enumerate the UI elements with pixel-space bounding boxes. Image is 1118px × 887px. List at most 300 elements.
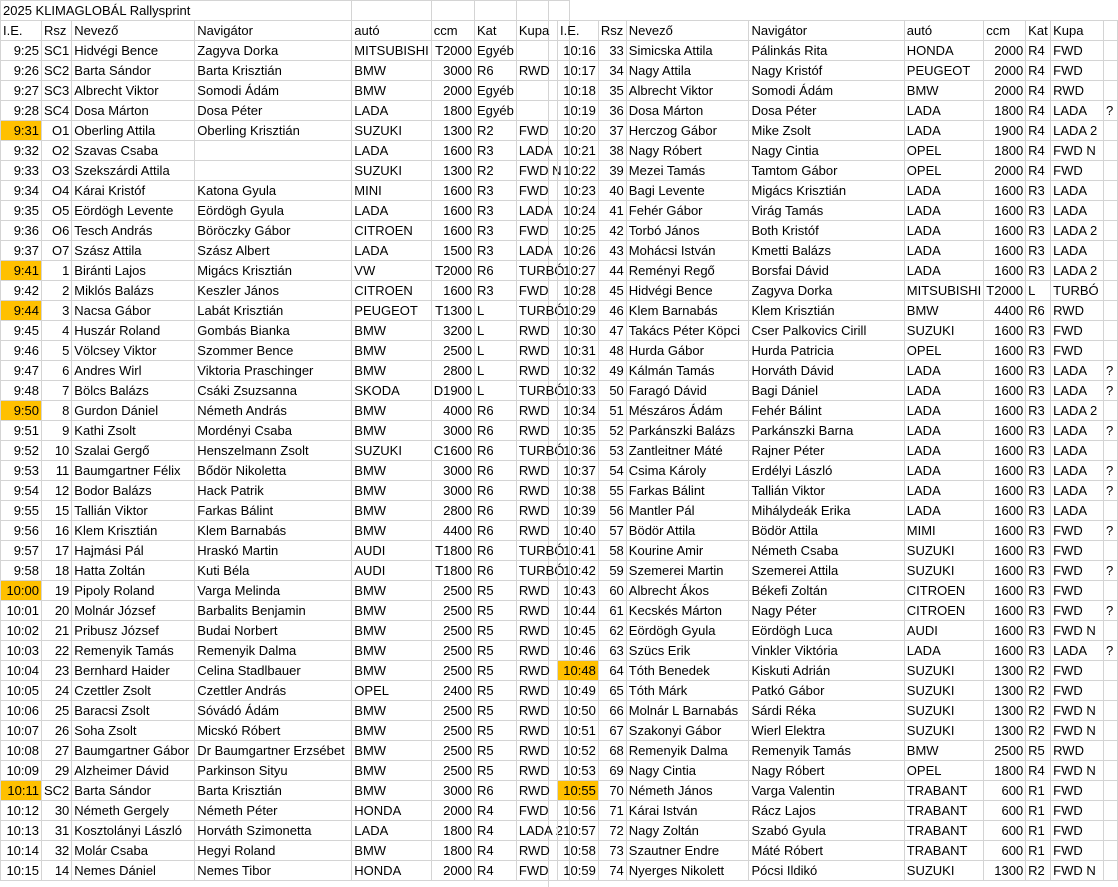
header-auto[interactable]: autó (904, 21, 983, 41)
cell-driver[interactable]: Szemerei Martin (626, 561, 749, 581)
cell-navigator[interactable]: Farkas Bálint (195, 501, 352, 521)
cell-car[interactable]: SUZUKI (352, 441, 431, 461)
cell-cup[interactable]: LADA (1051, 241, 1104, 261)
cell-navigator[interactable]: Kiskuti Adrián (749, 661, 904, 681)
cell-navigator[interactable]: Katona Gyula (195, 181, 352, 201)
cell-start-number[interactable]: 50 (598, 381, 626, 401)
cell-start-time[interactable]: 9:53 (1, 461, 42, 481)
cell-class[interactable]: R6 (475, 561, 517, 581)
cell-cup[interactable]: FWD (1051, 61, 1104, 81)
cell-start-time[interactable]: 9:25 (1, 41, 42, 61)
cell-navigator[interactable]: Pócsi Ildikó (749, 861, 904, 881)
cell-navigator[interactable]: Labát Krisztián (195, 301, 352, 321)
cell-ccm[interactable]: 1600 (984, 621, 1026, 641)
cell-cup[interactable]: LADA (516, 241, 569, 261)
cell-note[interactable] (1104, 401, 1118, 421)
cell-driver[interactable]: Hurda Gábor (626, 341, 749, 361)
cell-start-number[interactable]: 3 (42, 301, 72, 321)
cell-start-time[interactable]: 10:34 (558, 401, 599, 421)
cell-note[interactable] (1104, 801, 1118, 821)
cell-start-time[interactable]: 10:01 (1, 601, 42, 621)
cell-cup[interactable]: FWD (1051, 541, 1104, 561)
cell-class[interactable]: R3 (1026, 181, 1051, 201)
cell-start-time[interactable]: 10:26 (558, 241, 599, 261)
cell-start-number[interactable]: 51 (598, 401, 626, 421)
cell-navigator[interactable]: Somodi Ádám (749, 81, 904, 101)
cell-car[interactable]: AUDI (904, 621, 983, 641)
cell-ccm[interactable]: 4400 (431, 521, 474, 541)
cell-navigator[interactable]: Bagi Dániel (749, 381, 904, 401)
cell-start-time[interactable]: 10:28 (558, 281, 599, 301)
cell-driver[interactable]: Mészáros Ádám (626, 401, 749, 421)
cell-car[interactable]: SUZUKI (904, 661, 983, 681)
cell-navigator[interactable]: Nagy Róbert (749, 761, 904, 781)
cell-car[interactable]: BMW (352, 701, 431, 721)
cell-start-time[interactable]: 10:20 (558, 121, 599, 141)
cell-driver[interactable]: Albrecht Ákos (626, 581, 749, 601)
cell-start-time[interactable]: 10:00 (1, 581, 42, 601)
cell-ccm[interactable]: 1600 (984, 321, 1026, 341)
cell-start-number[interactable]: 42 (598, 221, 626, 241)
cell-ccm[interactable]: 2500 (984, 741, 1026, 761)
cell-car[interactable]: SUZUKI (352, 121, 431, 141)
cell-car[interactable]: LADA (904, 221, 983, 241)
cell-car[interactable]: SUZUKI (904, 721, 983, 741)
cell-ccm[interactable]: 1600 (431, 281, 474, 301)
cell-start-number[interactable]: 25 (42, 701, 72, 721)
cell-car[interactable]: SKODA (352, 381, 431, 401)
cell-car[interactable]: MIMI (904, 521, 983, 541)
cell-start-time[interactable]: 10:25 (558, 221, 599, 241)
cell-car[interactable]: TRABANT (904, 801, 983, 821)
cell-start-number[interactable]: SC2 (42, 61, 72, 81)
cell-note[interactable] (1104, 341, 1118, 361)
cell-start-time[interactable]: 10:23 (558, 181, 599, 201)
cell-driver[interactable]: Völcsey Viktor (72, 341, 195, 361)
cell-driver[interactable]: Szavas Csaba (72, 141, 195, 161)
cell-cup[interactable]: FWD (1051, 821, 1104, 841)
cell-navigator[interactable]: Migács Krisztián (749, 181, 904, 201)
cell-navigator[interactable]: Migács Krisztián (195, 261, 352, 281)
cell-class[interactable]: R6 (475, 401, 517, 421)
cell-car[interactable]: CITROEN (352, 221, 431, 241)
cell-car[interactable]: LADA (904, 481, 983, 501)
cell-navigator[interactable]: Eördögh Luca (749, 621, 904, 641)
cell-cup[interactable]: RWD (516, 601, 569, 621)
cell-ccm[interactable]: 2800 (431, 361, 474, 381)
cell-cup[interactable]: FWD (516, 121, 569, 141)
cell-cup[interactable]: FWD N (1051, 861, 1104, 881)
cell-navigator[interactable]: Németh Csaba (749, 541, 904, 561)
cell-note[interactable] (1104, 61, 1118, 81)
cell-cup[interactable]: RWD (516, 661, 569, 681)
cell-start-time[interactable]: 9:47 (1, 361, 42, 381)
cell-navigator[interactable]: Zagyva Dorka (195, 41, 352, 61)
cell-start-number[interactable]: 18 (42, 561, 72, 581)
cell-cup[interactable]: RWD (516, 701, 569, 721)
cell-ccm[interactable]: 1300 (984, 661, 1026, 681)
cell-start-time[interactable]: 10:15 (1, 861, 42, 881)
cell-class[interactable]: Egyéb (475, 41, 517, 61)
cell-navigator[interactable]: Horváth Dávid (749, 361, 904, 381)
cell-start-number[interactable]: 8 (42, 401, 72, 421)
cell-ccm[interactable]: 1600 (984, 541, 1026, 561)
cell-driver[interactable]: Szász Attila (72, 241, 195, 261)
cell-class[interactable]: R3 (1026, 421, 1051, 441)
cell-driver[interactable]: Nagy Attila (626, 61, 749, 81)
cell-driver[interactable]: Pribusz József (72, 621, 195, 641)
cell-driver[interactable]: Bernhard Haider (72, 661, 195, 681)
cell-cup[interactable]: LADA 2 (1051, 261, 1104, 281)
cell-navigator[interactable]: Celina Stadlbauer (195, 661, 352, 681)
cell-start-number[interactable]: 44 (598, 261, 626, 281)
cell-start-number[interactable]: 49 (598, 361, 626, 381)
cell-ccm[interactable]: 1600 (984, 241, 1026, 261)
cell-start-number[interactable]: SC2 (42, 781, 72, 801)
sheet-title[interactable]: 2025 KLIMAGLOBÁL Rallysprint (1, 1, 352, 21)
cell-cup[interactable]: RWD (516, 321, 569, 341)
cell-navigator[interactable]: Patkó Gábor (749, 681, 904, 701)
cell-class[interactable]: R3 (475, 141, 517, 161)
cell-ccm[interactable]: 1600 (984, 421, 1026, 441)
cell-ccm[interactable]: 3000 (431, 481, 474, 501)
cell-driver[interactable]: Hajmási Pál (72, 541, 195, 561)
cell-start-number[interactable]: 43 (598, 241, 626, 261)
cell-car[interactable]: LADA (352, 101, 431, 121)
cell-ccm[interactable]: 1800 (431, 841, 474, 861)
cell-ccm[interactable]: 1600 (984, 261, 1026, 281)
cell-class[interactable]: R4 (1026, 81, 1051, 101)
cell-note[interactable] (1104, 181, 1118, 201)
cell-start-number[interactable]: 71 (598, 801, 626, 821)
cell-driver[interactable]: Nagy Zoltán (626, 821, 749, 841)
cell-start-number[interactable]: O6 (42, 221, 72, 241)
cell-cup[interactable]: FWD (1051, 521, 1104, 541)
cell-start-number[interactable]: SC4 (42, 101, 72, 121)
cell-start-number[interactable]: 14 (42, 861, 72, 881)
cell-driver[interactable]: Mezei Tamás (626, 161, 749, 181)
cell-ccm[interactable]: T1800 (431, 561, 474, 581)
cell-class[interactable]: R6 (475, 781, 517, 801)
cell-navigator[interactable]: Varga Melinda (195, 581, 352, 601)
cell-class[interactable]: R6 (475, 481, 517, 501)
cell-car[interactable]: LADA (352, 201, 431, 221)
cell-note[interactable] (1104, 581, 1118, 601)
header-navigator[interactable]: Navigátor (195, 21, 352, 41)
cell-navigator[interactable]: Mihálydeák Erika (749, 501, 904, 521)
cell-class[interactable]: R3 (1026, 241, 1051, 261)
cell-cup[interactable]: LADA (1051, 101, 1104, 121)
cell-start-time[interactable]: 9:41 (1, 261, 42, 281)
cell-cup[interactable]: RWD (516, 621, 569, 641)
cell-start-time[interactable]: 10:35 (558, 421, 599, 441)
cell-navigator[interactable]: Dr Baumgartner Erzsébet (195, 741, 352, 761)
cell-ccm[interactable]: 3200 (431, 321, 474, 341)
cell-start-time[interactable]: 10:58 (558, 841, 599, 861)
cell-ccm[interactable]: 1600 (984, 441, 1026, 461)
cell-class[interactable]: R3 (1026, 261, 1051, 281)
cell-start-number[interactable]: 48 (598, 341, 626, 361)
cell-start-number[interactable]: 35 (598, 81, 626, 101)
cell-ccm[interactable]: 1600 (984, 521, 1026, 541)
cell-navigator[interactable]: Szász Albert (195, 241, 352, 261)
cell-navigator[interactable]: Hurda Patricia (749, 341, 904, 361)
cell-driver[interactable]: Nemes Dániel (72, 861, 195, 881)
cell-class[interactable]: R5 (475, 661, 517, 681)
cell-start-number[interactable]: O1 (42, 121, 72, 141)
cell-note[interactable] (1104, 321, 1118, 341)
cell-class[interactable]: Egyéb (475, 81, 517, 101)
cell-class[interactable]: R3 (1026, 381, 1051, 401)
cell-cup[interactable]: FWD (1051, 781, 1104, 801)
cell-navigator[interactable]: Bödör Attila (749, 521, 904, 541)
cell-navigator[interactable]: Kmetti Balázs (749, 241, 904, 261)
cell-start-time[interactable]: 10:11 (1, 781, 42, 801)
cell-note[interactable] (1104, 141, 1118, 161)
cell-cup[interactable]: RWD (516, 641, 569, 661)
cell-start-time[interactable]: 10:30 (558, 321, 599, 341)
cell-navigator[interactable]: Both Kristóf (749, 221, 904, 241)
cell-navigator[interactable] (195, 141, 352, 161)
cell-cup[interactable]: LADA 2 (516, 821, 569, 841)
cell-start-time[interactable]: 10:56 (558, 801, 599, 821)
cell-navigator[interactable]: Nagy Cintia (749, 141, 904, 161)
cell-class[interactable]: R2 (1026, 721, 1051, 741)
cell-cup[interactable]: LADA 2 (1051, 401, 1104, 421)
cell-car[interactable]: BMW (352, 601, 431, 621)
cell-driver[interactable]: Klem Barnabás (626, 301, 749, 321)
cell-driver[interactable]: Barta Sándor (72, 61, 195, 81)
table-cell[interactable] (516, 1, 569, 21)
cell-start-time[interactable]: 9:57 (1, 541, 42, 561)
cell-navigator[interactable]: Sárdi Réka (749, 701, 904, 721)
cell-navigator[interactable]: Fehér Bálint (749, 401, 904, 421)
cell-driver[interactable]: Nagy Róbert (626, 141, 749, 161)
cell-driver[interactable]: Farkas Bálint (626, 481, 749, 501)
cell-start-time[interactable]: 10:17 (558, 61, 599, 81)
cell-driver[interactable]: Nacsa Gábor (72, 301, 195, 321)
cell-car[interactable]: LADA (904, 641, 983, 661)
cell-driver[interactable]: Klem Krisztián (72, 521, 195, 541)
cell-cup[interactable]: LADA (1051, 201, 1104, 221)
cell-driver[interactable]: Tóth Benedek (626, 661, 749, 681)
cell-navigator[interactable]: Parkánszki Barna (749, 421, 904, 441)
cell-car[interactable]: BMW (352, 481, 431, 501)
cell-start-time[interactable]: 10:03 (1, 641, 42, 661)
cell-cup[interactable]: LADA (1051, 361, 1104, 381)
cell-driver[interactable]: Molnár József (72, 601, 195, 621)
cell-start-number[interactable]: 19 (42, 581, 72, 601)
cell-car[interactable]: TRABANT (904, 821, 983, 841)
cell-car[interactable]: BMW (352, 341, 431, 361)
cell-cup[interactable]: FWD N (1051, 621, 1104, 641)
cell-class[interactable]: R1 (1026, 821, 1051, 841)
cell-start-number[interactable]: 74 (598, 861, 626, 881)
cell-class[interactable]: R3 (1026, 481, 1051, 501)
cell-ccm[interactable]: 1600 (984, 561, 1026, 581)
cell-cup[interactable]: RWD (516, 501, 569, 521)
cell-note[interactable] (1104, 201, 1118, 221)
cell-start-number[interactable]: 73 (598, 841, 626, 861)
cell-start-number[interactable]: 7 (42, 381, 72, 401)
cell-navigator[interactable]: Virág Tamás (749, 201, 904, 221)
cell-car[interactable]: MINI (352, 181, 431, 201)
cell-start-time[interactable]: 9:28 (1, 101, 42, 121)
cell-start-time[interactable]: 9:56 (1, 521, 42, 541)
cell-start-time[interactable]: 10:49 (558, 681, 599, 701)
cell-cup[interactable]: FWD (1051, 601, 1104, 621)
cell-ccm[interactable]: 4000 (431, 401, 474, 421)
cell-ccm[interactable]: 1600 (984, 601, 1026, 621)
cell-start-number[interactable]: 65 (598, 681, 626, 701)
cell-cup[interactable]: RWD (516, 421, 569, 441)
header-kat[interactable]: Kat (475, 21, 517, 41)
cell-navigator[interactable]: Dosa Péter (195, 101, 352, 121)
cell-note[interactable]: ? (1104, 481, 1118, 501)
cell-note[interactable] (1104, 261, 1118, 281)
cell-navigator[interactable]: Nagy Péter (749, 601, 904, 621)
table-cell[interactable] (475, 1, 517, 21)
cell-note[interactable] (1104, 121, 1118, 141)
cell-ccm[interactable]: 1300 (431, 121, 474, 141)
cell-driver[interactable]: Szakonyi Gábor (626, 721, 749, 741)
cell-driver[interactable]: Oberling Attila (72, 121, 195, 141)
cell-driver[interactable]: Herczog Gábor (626, 121, 749, 141)
cell-cup[interactable]: RWD (1051, 301, 1104, 321)
cell-start-time[interactable]: 9:54 (1, 481, 42, 501)
cell-driver[interactable]: Soha Zsolt (72, 721, 195, 741)
cell-start-time[interactable]: 10:52 (558, 741, 599, 761)
cell-class[interactable]: R2 (1026, 661, 1051, 681)
cell-driver[interactable]: Remenyik Tamás (72, 641, 195, 661)
cell-start-number[interactable]: SC3 (42, 81, 72, 101)
cell-driver[interactable]: Hidvégi Bence (72, 41, 195, 61)
cell-car[interactable]: AUDI (352, 541, 431, 561)
cell-navigator[interactable]: Horváth Szimonetta (195, 821, 352, 841)
cell-cup[interactable]: TURBÓ (516, 381, 569, 401)
cell-driver[interactable]: Albrecht Viktor (72, 81, 195, 101)
cell-start-time[interactable]: 10:41 (558, 541, 599, 561)
cell-car[interactable]: HONDA (352, 801, 431, 821)
cell-start-time[interactable]: 9:51 (1, 421, 42, 441)
cell-start-time[interactable]: 9:48 (1, 381, 42, 401)
cell-navigator[interactable]: Pálinkás Rita (749, 41, 904, 61)
cell-driver[interactable]: Fehér Gábor (626, 201, 749, 221)
cell-class[interactable]: R2 (475, 121, 517, 141)
cell-cup[interactable]: LADA 2 (1051, 121, 1104, 141)
cell-ccm[interactable]: 1600 (431, 181, 474, 201)
cell-car[interactable]: BMW (352, 501, 431, 521)
cell-car[interactable]: HONDA (904, 41, 983, 61)
cell-note[interactable]: ? (1104, 561, 1118, 581)
cell-start-number[interactable]: 45 (598, 281, 626, 301)
cell-driver[interactable]: Kárai Kristóf (72, 181, 195, 201)
cell-class[interactable]: R4 (475, 861, 517, 881)
cell-driver[interactable]: Szekszárdi Attila (72, 161, 195, 181)
cell-start-number[interactable]: 27 (42, 741, 72, 761)
cell-start-time[interactable]: 10:37 (558, 461, 599, 481)
cell-driver[interactable]: Németh Gergely (72, 801, 195, 821)
cell-driver[interactable]: Zantleitner Máté (626, 441, 749, 461)
cell-driver[interactable]: Kálmán Tamás (626, 361, 749, 381)
cell-start-number[interactable]: 64 (598, 661, 626, 681)
cell-ccm[interactable]: 1300 (431, 161, 474, 181)
cell-class[interactable]: R3 (1026, 321, 1051, 341)
cell-car[interactable]: SUZUKI (904, 701, 983, 721)
cell-car[interactable]: SUZUKI (352, 161, 431, 181)
cell-car[interactable]: LADA (352, 821, 431, 841)
cell-cup[interactable]: FWD (516, 221, 569, 241)
cell-car[interactable]: VW (352, 261, 431, 281)
cell-class[interactable]: R1 (1026, 781, 1051, 801)
cell-class[interactable]: R6 (475, 421, 517, 441)
cell-start-number[interactable]: 15 (42, 501, 72, 521)
cell-ccm[interactable]: 600 (984, 801, 1026, 821)
cell-start-number[interactable]: O5 (42, 201, 72, 221)
cell-car[interactable]: BMW (352, 661, 431, 681)
cell-ccm[interactable]: 1600 (984, 381, 1026, 401)
cell-note[interactable] (1104, 501, 1118, 521)
cell-ccm[interactable]: 1600 (431, 201, 474, 221)
cell-car[interactable]: MITSUBISHI (352, 41, 431, 61)
cell-start-number[interactable]: 2 (42, 281, 72, 301)
cell-navigator[interactable]: Barta Krisztián (195, 61, 352, 81)
cell-start-time[interactable]: 10:38 (558, 481, 599, 501)
cell-class[interactable]: R5 (475, 721, 517, 741)
cell-ccm[interactable]: 2000 (431, 801, 474, 821)
cell-class[interactable]: R3 (1026, 581, 1051, 601)
cell-class[interactable]: R5 (475, 581, 517, 601)
cell-navigator[interactable]: Gombás Bianka (195, 321, 352, 341)
cell-ccm[interactable]: 1600 (984, 641, 1026, 661)
cell-ccm[interactable]: 2500 (431, 601, 474, 621)
cell-driver[interactable]: Szalai Gergő (72, 441, 195, 461)
cell-start-time[interactable]: 10:18 (558, 81, 599, 101)
cell-start-time[interactable]: 9:36 (1, 221, 42, 241)
cell-driver[interactable]: Hatta Zoltán (72, 561, 195, 581)
cell-driver[interactable]: Kecskés Márton (626, 601, 749, 621)
cell-class[interactable]: R4 (475, 821, 517, 841)
cell-class[interactable]: R5 (475, 601, 517, 621)
cell-start-number[interactable]: 16 (42, 521, 72, 541)
cell-ccm[interactable]: 3000 (431, 61, 474, 81)
cell-cup[interactable]: FWD (1051, 661, 1104, 681)
cell-start-time[interactable]: 10:06 (1, 701, 42, 721)
cell-start-number[interactable]: 47 (598, 321, 626, 341)
cell-car[interactable]: OPEL (904, 341, 983, 361)
cell-car[interactable]: TRABANT (904, 841, 983, 861)
cell-driver[interactable]: Barta Sándor (72, 781, 195, 801)
cell-start-number[interactable]: 34 (598, 61, 626, 81)
cell-navigator[interactable]: Varga Valentin (749, 781, 904, 801)
cell-note[interactable]: ? (1104, 381, 1118, 401)
cell-navigator[interactable]: Zagyva Dorka (749, 281, 904, 301)
cell-class[interactable]: R4 (475, 801, 517, 821)
cell-cup[interactable]: LADA (1051, 181, 1104, 201)
cell-note[interactable] (1104, 241, 1118, 261)
cell-class[interactable]: R5 (475, 741, 517, 761)
cell-class[interactable]: R3 (1026, 641, 1051, 661)
cell-driver[interactable]: Kárai István (626, 801, 749, 821)
cell-cup[interactable]: TURBÓ (516, 561, 569, 581)
cell-ccm[interactable]: 2500 (431, 701, 474, 721)
cell-start-time[interactable]: 9:45 (1, 321, 42, 341)
cell-ccm[interactable]: 3000 (431, 461, 474, 481)
cell-class[interactable]: R3 (475, 241, 517, 261)
cell-start-number[interactable]: 6 (42, 361, 72, 381)
cell-ccm[interactable]: T2000 (431, 261, 474, 281)
cell-start-number[interactable]: SC1 (42, 41, 72, 61)
